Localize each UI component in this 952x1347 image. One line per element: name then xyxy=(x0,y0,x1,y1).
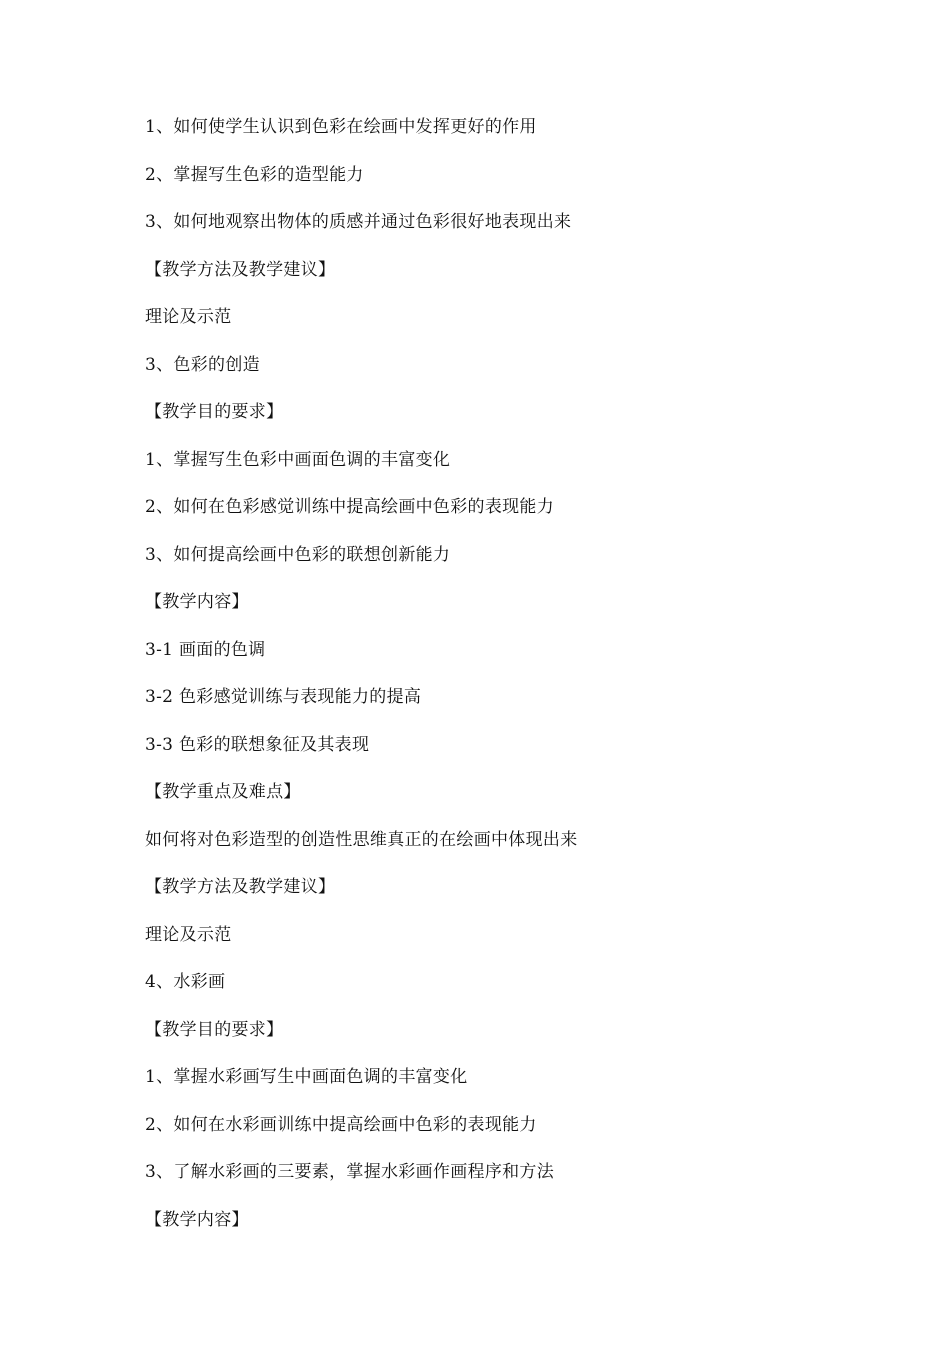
chapter-heading-3: 3、色彩的创造 xyxy=(145,354,260,375)
section-heading-objectives: 【教学目的要求】 xyxy=(145,402,284,422)
document-body xyxy=(145,113,905,1253)
text-line-5: 理论及示范 xyxy=(145,307,232,327)
text-line-10: 3、如何提高绘画中色彩的联想创新能力 xyxy=(145,544,451,565)
section-heading-methods: 【教学方法及教学建议】 xyxy=(145,259,336,280)
section-heading-methods-2: 【教学方法及教学建议】 xyxy=(145,877,336,897)
section-heading-content: 【教学内容】 xyxy=(145,592,249,612)
text-line-3: 3、如何地观察出物体的质感并通过色彩很好地表现出来 xyxy=(145,212,572,232)
text-line-21: 1、掌握水彩画写生中画面色调的丰富变化 xyxy=(145,1067,468,1087)
section-heading-key-points: 【教学重点及难点】 xyxy=(145,782,301,802)
text-line-9: 2、如何在色彩感觉训练中提高绘画中色彩的表现能力 xyxy=(145,497,555,517)
section-heading-content-2: 【教学内容】 xyxy=(145,1209,249,1230)
text-line-13: 3-2 色彩感觉训练与表现能力的提高 xyxy=(145,687,422,707)
text-line-18: 理论及示范 xyxy=(145,924,232,945)
text-line-22: 2、如何在水彩画训练中提高绘画中色彩的表现能力 xyxy=(145,1114,537,1135)
section-heading-objectives-2: 【教学目的要求】 xyxy=(145,1019,284,1040)
text-line-23: 3、了解水彩画的三要素，掌握水彩画作画程序和方法 xyxy=(145,1162,555,1182)
chapter-heading-4: 4、水彩画 xyxy=(145,972,226,992)
text-line-2: 2、掌握写生色彩的造型能力 xyxy=(145,164,364,185)
text-line-8: 1、掌握写生色彩中画面色调的丰富变化 xyxy=(145,449,451,470)
text-line-12: 3-1 画面的色调 xyxy=(145,639,266,660)
text-line-16: 如何将对色彩造型的创造性思维真正的在绘画中体现出来 xyxy=(145,829,578,850)
text-line-1: 1、如何使学生认识到色彩在绘画中发挥更好的作用 xyxy=(145,117,537,137)
text-line-14: 3-3 色彩的联想象征及其表现 xyxy=(145,734,370,755)
